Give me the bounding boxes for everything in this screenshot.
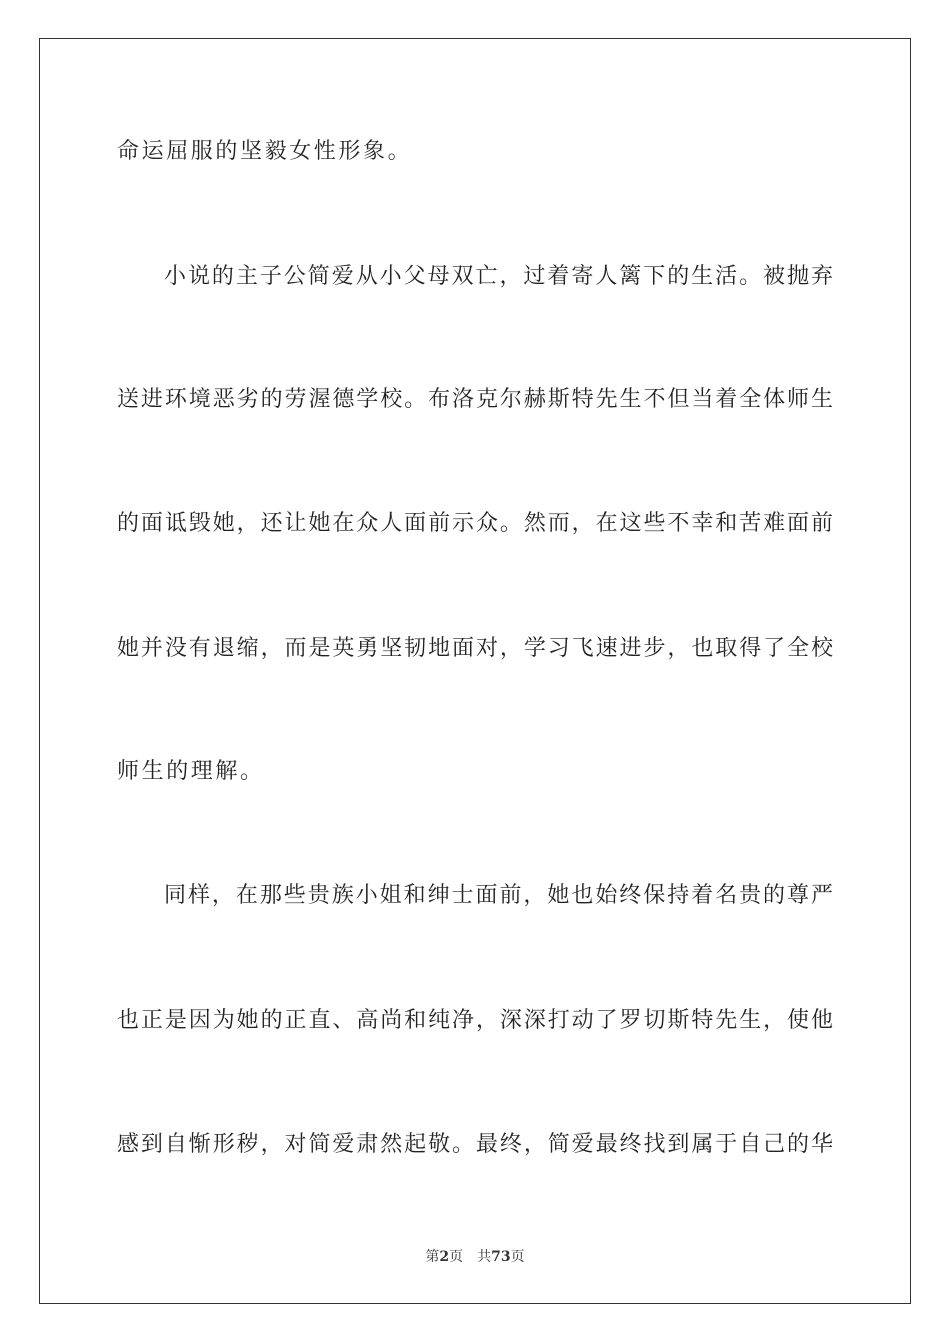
text-line-4: 的面诋毁她，还让她在众人面前示众。然而，在这些不幸和苦难面前	[117, 511, 833, 536]
page-suffix: 页	[449, 1249, 464, 1265]
text-line-2: 小说的主子公简爱从小父母双亡，过着寄人篱下的生活。被抛弃	[164, 264, 833, 289]
total-suffix: 页	[510, 1249, 525, 1265]
text-line-8: 也正是因为她的正直、高尚和纯净，深深打动了罗切斯特先生，使他	[117, 1008, 833, 1033]
page-number: 2	[439, 1249, 450, 1265]
text-line-3: 送进环境恶劣的劳渥德学校。布洛克尔赫斯特先生不但当着全体师生	[117, 387, 833, 412]
total-pages: 73	[491, 1249, 511, 1265]
total-prefix: 共	[477, 1249, 492, 1265]
text-line-7: 同样，在那些贵族小姐和绅士面前，她也始终保持着名贵的尊严	[164, 883, 833, 908]
page-border	[39, 38, 911, 1304]
text-line-9: 感到自惭形秽，对简爱肃然起敬。最终，简爱最终找到属于自己的华	[117, 1132, 833, 1157]
text-line-6: 师生的理解。	[117, 759, 265, 784]
page-prefix: 第	[425, 1249, 440, 1265]
text-line-5: 她并没有退缩，而是英勇坚韧地面对，学习飞速进步，也取得了全校	[117, 636, 833, 661]
page-footer	[0, 1248, 950, 1266]
text-line-1: 命运屈服的坚毅女性形象。	[117, 139, 413, 164]
